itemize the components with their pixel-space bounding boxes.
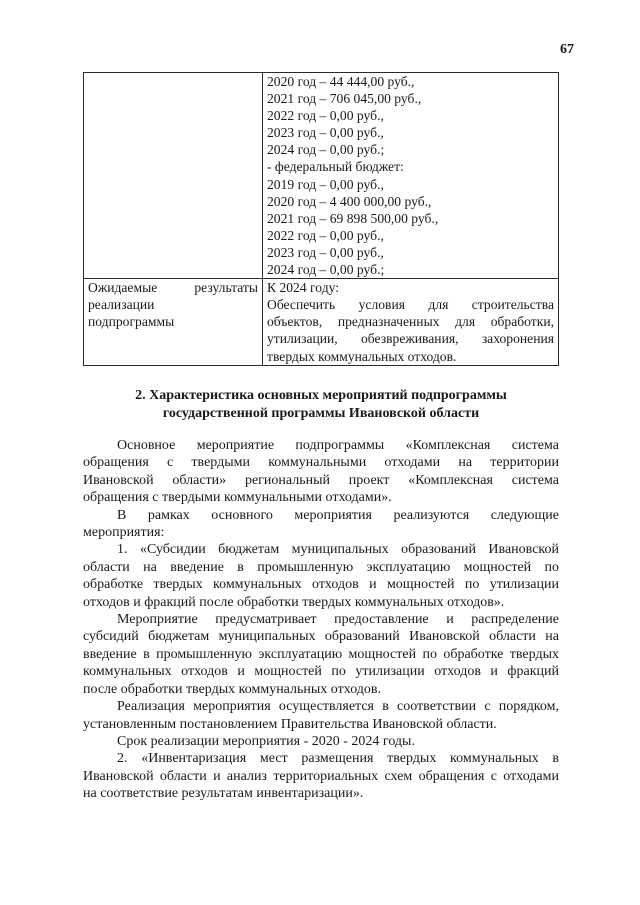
paragraph — [83, 611, 559, 698]
funding-line: 2021 год – 69 898 500,00 руб., — [267, 210, 439, 226]
paragraph-line: субсидий бюджетам муниципальных образований Ивановской области на — [83, 629, 559, 645]
table-cell-funding-values — [263, 73, 559, 279]
funding-line: 2022 год – 0,00 руб., — [267, 227, 384, 243]
paragraph-line: Мероприятие предусматривает предоставление и распределение — [117, 612, 559, 628]
funding-line: 2024 год – 0,00 руб.; — [267, 142, 385, 158]
section-heading-line: 2. Характеристика основных мероприятий подпрограммы — [135, 388, 507, 403]
subprogram-passport-table — [83, 72, 559, 366]
paragraph-line: 1. «Субсидии бюджетам муниципальных образований Ивановской — [117, 542, 559, 558]
paragraph-line: Ивановской области» региональный проект «Комплексная система — [83, 472, 559, 488]
paragraph-line: области на введение в промышленную эксплуатацию мощностей по — [83, 559, 559, 575]
table-cell-expected-results-label — [84, 279, 263, 365]
paragraph — [83, 541, 559, 611]
paragraph-line: после обработки твердых коммунальных отходов. — [83, 681, 382, 697]
section-body — [83, 437, 559, 803]
funding-line: - федеральный бюджет: — [267, 159, 404, 175]
paragraph-line: коммунальных отходов и мощностей по утилизации отходов и фракций — [83, 664, 559, 680]
paragraph-line: обработке твердых коммунальных отходов и мощностей по утилизации — [83, 577, 559, 593]
funding-line: 2022 год – 0,00 руб., — [267, 108, 384, 124]
paragraph-line: введение в промышленную эксплуатацию мощностей по обработке твердых — [83, 646, 559, 662]
section-heading — [83, 387, 559, 423]
label-line: подпрограммы — [88, 314, 175, 330]
funding-line: 2023 год – 0,00 руб., — [267, 125, 384, 141]
funding-line: 2019 год – 0,00 руб., — [267, 176, 384, 192]
paragraph-line: обращения с твердыми коммунальными отходами на территории — [83, 455, 559, 471]
paragraph-line: мероприятия: — [83, 525, 165, 541]
value-line: объектов, предназначенных для обработки, — [267, 314, 554, 330]
paragraph-line: на соответствие результатам инвентаризации». — [83, 786, 364, 802]
table-row-funding — [84, 73, 559, 279]
paragraph-line: установленным постановлением Правительства Ивановской области. — [83, 716, 497, 732]
paragraph-line: Основное мероприятие подпрограммы «Комплексная система — [117, 438, 559, 453]
label-line: Ожидаемые результаты — [88, 280, 258, 296]
funding-line: 2020 год – 44 444,00 руб., — [267, 74, 415, 89]
paragraph — [83, 698, 559, 733]
table-cell-expected-results-value — [263, 279, 559, 365]
paragraph — [83, 507, 559, 542]
paragraph — [83, 750, 559, 802]
paragraph-line: отходов и фракций после обработки твердых коммунальных отходов». — [83, 594, 505, 610]
paragraph-line: Реализация мероприятия осуществляется в соответствии с порядком, — [117, 699, 559, 715]
value-line: утилизации, обезвреживания, захоронения — [267, 331, 554, 347]
funding-line: 2021 год – 706 045,00 руб., — [267, 91, 422, 107]
funding-line: 2020 год – 4 400 000,00 руб., — [267, 193, 432, 209]
funding-line: 2024 год – 0,00 руб.; — [267, 262, 385, 278]
paragraph-line: обращения с твердыми коммунальными отходами». — [83, 490, 392, 506]
page-number: 67 — [560, 42, 574, 57]
paragraph-line: Ивановской области и анализ территориальных схем обращения с отходами — [83, 768, 559, 784]
paragraph-line: 2. «Инвентаризация мест размещения твердых коммунальных в — [117, 751, 559, 767]
paragraph-line: Срок реализации мероприятия - 2020 - 2024 годы. — [117, 733, 415, 749]
section-heading-line: государственной программы Ивановской области — [162, 406, 480, 421]
paragraph-line: В рамках основного мероприятия реализуются следующие — [117, 507, 559, 523]
value-line: Обеспечить условия для строительства — [267, 297, 554, 313]
paragraph — [83, 437, 559, 507]
label-line: реализации — [88, 297, 155, 313]
value-line: К 2024 году: — [267, 280, 340, 296]
table-cell-empty-label — [84, 73, 263, 279]
funding-line: 2023 год – 0,00 руб., — [267, 244, 384, 260]
table-row-expected-results — [84, 279, 559, 365]
paragraph — [83, 733, 559, 750]
value-line: твердых коммунальных отходов. — [267, 348, 457, 364]
